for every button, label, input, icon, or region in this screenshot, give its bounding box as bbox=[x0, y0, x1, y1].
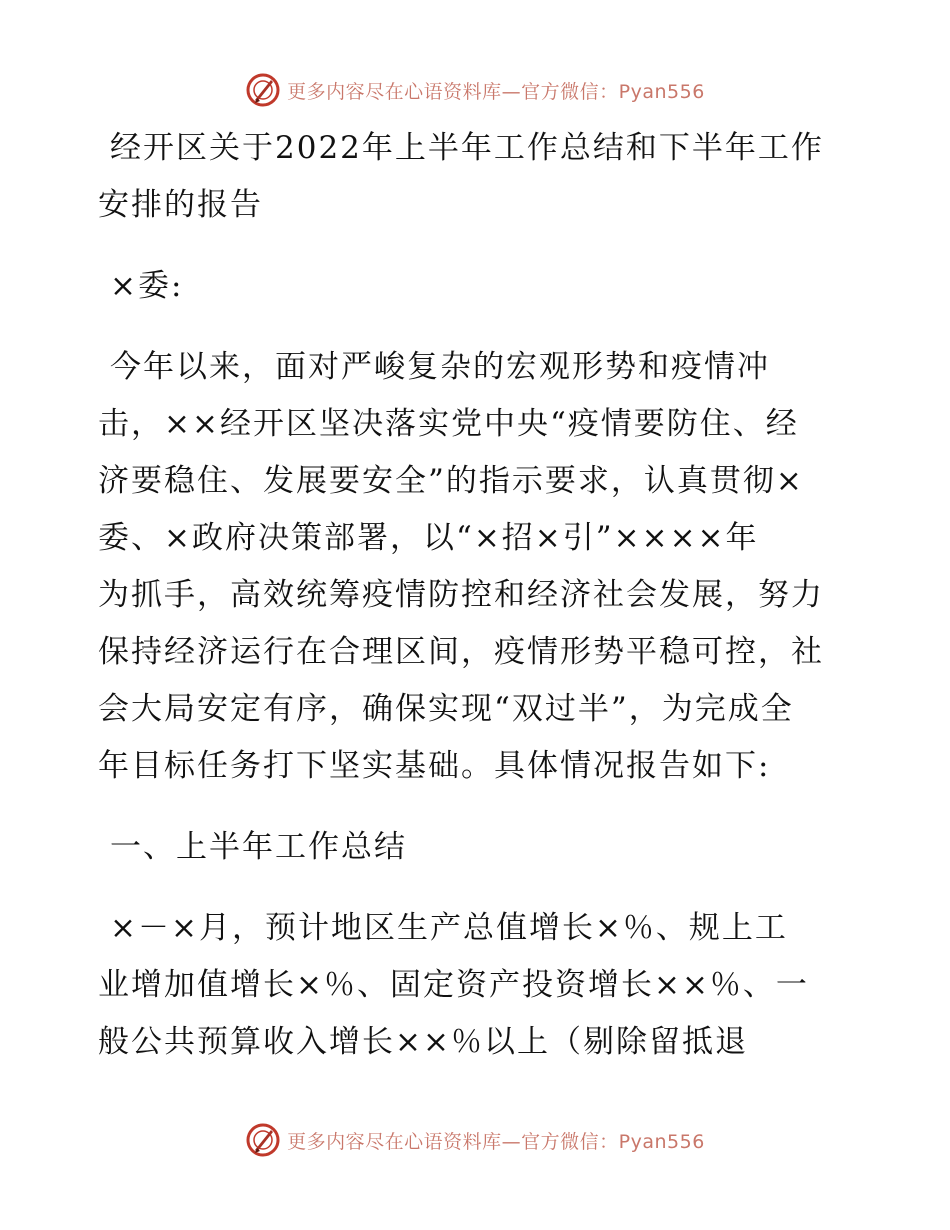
wechat-id: Pyan556 bbox=[618, 1130, 705, 1153]
quill-pen-logo-icon bbox=[245, 1122, 281, 1158]
paragraph-line: 今年以来，面对严峻复杂的宏观形势和疫情冲 bbox=[110, 349, 770, 385]
salutation: ×委: bbox=[110, 268, 184, 304]
watermark-text: 更多内容尽在心语资料库—官方微信：Pyan556 bbox=[287, 1130, 705, 1153]
paragraph-line: 业增加值增长×％、固定资产投资增长××％、一 bbox=[98, 967, 809, 1003]
paragraph-line: 为抓手，高效统筹疫情防控和经济社会发展，努力 bbox=[98, 577, 824, 613]
document-body bbox=[98, 120, 850, 1071]
quill-pen-logo-icon bbox=[245, 72, 281, 108]
paragraph-line: 击，××经开区坚决落实党中央“疫情要防住、经 bbox=[98, 406, 799, 442]
wechat-id: Pyan556 bbox=[618, 80, 705, 103]
document-title-line-1: 经开区关于2022年上半年工作总结和下半年工作 bbox=[110, 130, 824, 166]
paragraph-line: 保持经济运行在合理区间，疫情形势平稳可控，社 bbox=[98, 634, 824, 670]
watermark-banner-top bbox=[0, 70, 950, 110]
paragraph-line: 年目标任务打下坚实基础。具体情况报告如下: bbox=[98, 748, 771, 784]
paragraph-line: ×－×月，预计地区生产总值增长×％、规上工 bbox=[110, 910, 788, 946]
paragraph-line: 会大局安定有序，确保实现“双过半”，为完成全 bbox=[98, 691, 794, 727]
watermark-text: 更多内容尽在心语资料库—官方微信：Pyan556 bbox=[287, 80, 705, 103]
section-heading: 一、上半年工作总结 bbox=[110, 829, 407, 865]
paragraph-line: 般公共预算收入增长××％以上（剔除留抵退 bbox=[98, 1024, 748, 1060]
paragraph-line: 委、×政府决策部署，以“×招×引”××××年 bbox=[98, 520, 759, 556]
document-title-line-2: 安排的报告 bbox=[98, 187, 263, 223]
watermark-banner-bottom bbox=[0, 1120, 950, 1160]
paragraph-line: 济要稳住、发展要安全”的指示要求，认真贯彻× bbox=[98, 463, 804, 499]
